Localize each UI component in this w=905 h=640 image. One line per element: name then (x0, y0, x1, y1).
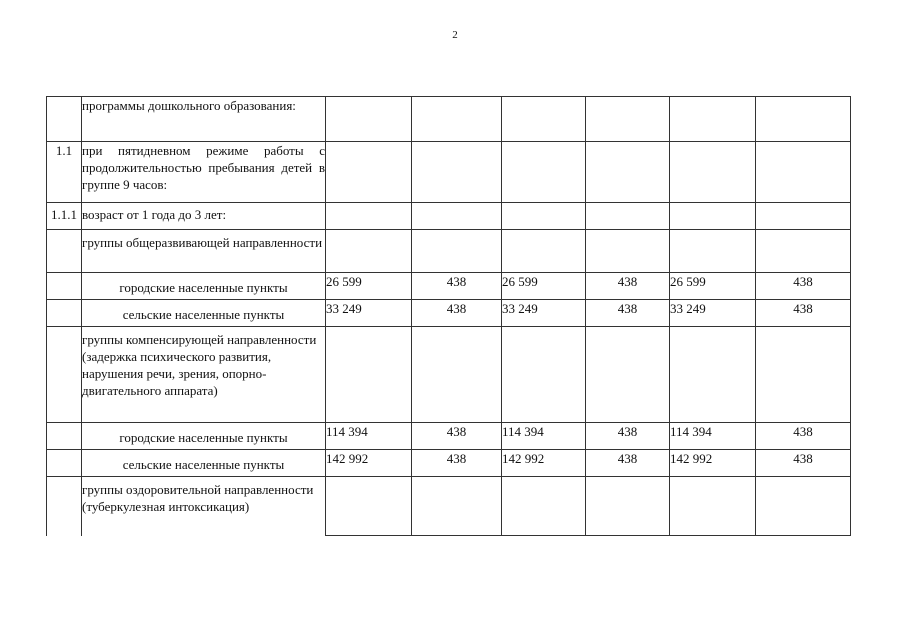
value-cell (756, 142, 851, 203)
value-cell: 438 (586, 450, 670, 477)
value-cell (326, 97, 412, 142)
value-cell (326, 203, 412, 230)
value-cell (412, 327, 502, 423)
value-cell (756, 477, 851, 536)
value-cell (586, 142, 670, 203)
value-cell: 438 (586, 423, 670, 450)
row-number (47, 273, 82, 300)
value-cell (670, 203, 756, 230)
value-cell: 26 599 (502, 273, 586, 300)
value-cell (670, 477, 756, 536)
value-cell: 142 992 (326, 450, 412, 477)
row-description: группы компенсирующей направленности (задержка психического развития, нарушения речи, зрения, опорно-двигательного аппарата) (82, 327, 326, 423)
value-cell: 438 (756, 300, 851, 327)
value-cell (326, 327, 412, 423)
value-cell: 142 992 (670, 450, 756, 477)
value-cell (586, 230, 670, 273)
value-cell (670, 327, 756, 423)
value-cell (412, 477, 502, 536)
value-cell (502, 203, 586, 230)
value-cell: 438 (412, 450, 502, 477)
row-number (47, 97, 82, 142)
table-row (47, 203, 851, 230)
row-number (47, 300, 82, 327)
table-row (47, 97, 851, 142)
value-cell (756, 97, 851, 142)
row-description: группы общеразвивающей направленности (82, 230, 326, 273)
value-cell: 438 (756, 450, 851, 477)
row-number (47, 230, 82, 273)
value-cell: 438 (412, 300, 502, 327)
page-number: 2 (452, 29, 458, 41)
row-number (47, 327, 82, 423)
table-row (47, 450, 851, 477)
row-number: 1.1 (47, 142, 82, 203)
value-cell: 438 (586, 300, 670, 327)
value-cell (502, 97, 586, 142)
row-description: сельские населенные пункты (82, 300, 326, 327)
value-cell: 26 599 (670, 273, 756, 300)
row-description: при пятидневном режиме работы с продолжительностью пребывания детей в группе 9 часов: (82, 142, 326, 203)
row-description: возраст от 1 года до 3 лет: (82, 203, 326, 230)
table-row (47, 273, 851, 300)
table-row (47, 300, 851, 327)
table-row (47, 477, 851, 536)
value-cell (756, 230, 851, 273)
value-cell: 438 (586, 273, 670, 300)
value-cell (326, 142, 412, 203)
row-description: городские населенные пункты (82, 273, 326, 300)
value-cell (412, 142, 502, 203)
value-cell: 438 (412, 273, 502, 300)
tariff-table (46, 96, 851, 536)
value-cell (502, 327, 586, 423)
row-number (47, 423, 82, 450)
value-cell: 26 599 (326, 273, 412, 300)
value-cell (756, 203, 851, 230)
value-cell: 33 249 (670, 300, 756, 327)
value-cell (412, 203, 502, 230)
value-cell (412, 230, 502, 273)
value-cell (412, 97, 502, 142)
table-row (47, 230, 851, 273)
row-number: 1.1.1 (47, 203, 82, 230)
value-cell: 114 394 (502, 423, 586, 450)
row-description: программы дошкольного образования: (82, 97, 326, 142)
value-cell (502, 142, 586, 203)
row-description: сельские населенные пункты (82, 450, 326, 477)
value-cell: 33 249 (326, 300, 412, 327)
value-cell (502, 477, 586, 536)
value-cell (670, 230, 756, 273)
table-row (47, 423, 851, 450)
row-number (47, 450, 82, 477)
row-number (47, 477, 82, 536)
value-cell (326, 230, 412, 273)
value-cell (586, 327, 670, 423)
value-cell (326, 477, 412, 536)
value-cell (670, 97, 756, 142)
row-description: группы оздоровительной направленности (туберкулезная интоксикация) (82, 477, 326, 536)
value-cell: 438 (756, 423, 851, 450)
value-cell (586, 477, 670, 536)
value-cell: 438 (756, 273, 851, 300)
row-description: городские населенные пункты (82, 423, 326, 450)
value-cell: 438 (412, 423, 502, 450)
value-cell (756, 327, 851, 423)
table-row (47, 142, 851, 203)
value-cell (670, 142, 756, 203)
value-cell (502, 230, 586, 273)
value-cell: 114 394 (326, 423, 412, 450)
value-cell: 33 249 (502, 300, 586, 327)
table-row (47, 327, 851, 423)
value-cell: 142 992 (502, 450, 586, 477)
value-cell (586, 97, 670, 142)
value-cell: 114 394 (670, 423, 756, 450)
value-cell (586, 203, 670, 230)
